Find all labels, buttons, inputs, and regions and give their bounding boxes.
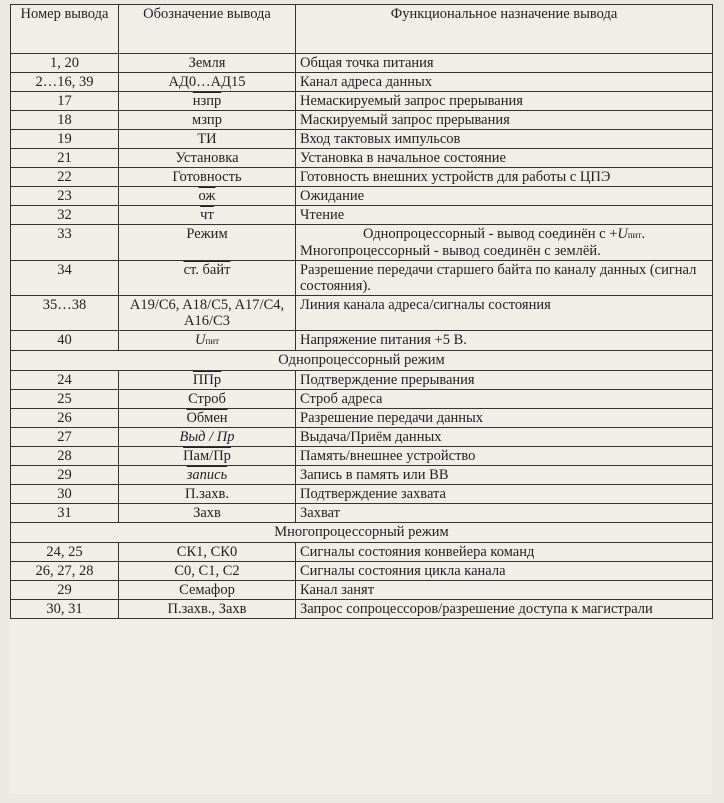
table-row	[11, 562, 713, 581]
table-row	[11, 600, 713, 619]
pin-designation-text: чт	[200, 207, 214, 223]
pin-function: Канал занят	[296, 581, 713, 600]
header-pin-designation: Обозначение вывода	[119, 5, 296, 54]
table-row	[11, 331, 713, 351]
pin-number: 24	[11, 371, 119, 390]
pin-number: 26	[11, 409, 119, 428]
pin-designation-text: запись	[186, 467, 228, 483]
pin-function-line	[300, 226, 708, 243]
pin-function: Маскируемый запрос прерывания	[296, 111, 713, 130]
pin-number: 22	[11, 168, 119, 187]
pin-designation: Земля	[119, 54, 296, 73]
pin-function: Подтверждение захвата	[296, 485, 713, 504]
pin-function: Разрешение передачи старшего байта по каналу данных (сигнал состояния).	[296, 261, 713, 296]
table-row	[11, 206, 713, 225]
pin-designation	[119, 331, 296, 351]
pin-function: Сигналы состояния цикла канала	[296, 562, 713, 581]
pin-designation: A19/C6, A18/C5, A17/C4, A16/C3	[119, 296, 296, 331]
pin-number: 35…38	[11, 296, 119, 331]
table-row	[11, 130, 713, 149]
pin-function: Немаскируемый запрос прерывания	[296, 92, 713, 111]
voltage-subscript: пит	[627, 230, 642, 240]
pin-function: Выдача/Приём данных	[296, 428, 713, 447]
pin-function: Сигналы состояния конвейера команд	[296, 543, 713, 562]
pin-number: 18	[11, 111, 119, 130]
table-row	[11, 225, 713, 261]
pin-function: Общая точка питания	[296, 54, 713, 73]
pin-designation-text: ППр	[192, 372, 222, 388]
pin-table	[10, 4, 713, 619]
pin-function: Запись в память или ВВ	[296, 466, 713, 485]
header-pin-function: Функциональное назначение вывода	[296, 5, 713, 54]
table-row	[11, 261, 713, 296]
pin-number: 32	[11, 206, 119, 225]
pin-designation: ТИ	[119, 130, 296, 149]
table-row	[11, 428, 713, 447]
table-row	[11, 466, 713, 485]
pin-designation: П.захв.	[119, 485, 296, 504]
table-row	[11, 485, 713, 504]
pin-number: 19	[11, 130, 119, 149]
pin-designation: Установка	[119, 149, 296, 168]
pin-number: 34	[11, 261, 119, 296]
pin-number: 29	[11, 466, 119, 485]
table-row	[11, 543, 713, 562]
pin-designation	[119, 92, 296, 111]
pin-designation	[119, 466, 296, 485]
table-row	[11, 409, 713, 428]
pin-function-line: Многопроцессорный - вывод соединён с землёй.	[300, 243, 601, 259]
table-row	[11, 390, 713, 409]
pin-designation: АД0…АД15	[119, 73, 296, 92]
pin-number: 17	[11, 92, 119, 111]
section-row	[11, 351, 713, 371]
pin-number: 30, 31	[11, 600, 119, 619]
pin-designation-text: ож	[198, 188, 216, 204]
pin-designation: Семафор	[119, 581, 296, 600]
table-row	[11, 504, 713, 523]
table-row	[11, 447, 713, 466]
pin-function: Канал адреса данных	[296, 73, 713, 92]
pin-number: 31	[11, 504, 119, 523]
pin-designation: Захв	[119, 504, 296, 523]
pin-designation	[119, 409, 296, 428]
table-row	[11, 168, 713, 187]
pin-number: 23	[11, 187, 119, 206]
pin-function: Напряжение питания +5 В.	[296, 331, 713, 351]
pin-number: 25	[11, 390, 119, 409]
table-row	[11, 111, 713, 130]
pin-function: Память/внешнее устройство	[296, 447, 713, 466]
voltage-subscript: пит	[205, 336, 220, 346]
table-row	[11, 92, 713, 111]
pin-designation-text: Обмен	[186, 410, 228, 426]
header-row	[11, 5, 713, 54]
pin-designation-text: ст. байт	[183, 262, 231, 278]
pin-function: Готовность внешних устройств для работы с ЦПЭ	[296, 168, 713, 187]
pin-designation-text: Пам/Пр	[183, 448, 231, 464]
pin-designation	[119, 187, 296, 206]
pin-designation	[119, 447, 296, 466]
pin-number: 2…16, 39	[11, 73, 119, 92]
pin-function: Установка в начальное состояние	[296, 149, 713, 168]
pin-designation: Режим	[119, 225, 296, 261]
pin-number: 27	[11, 428, 119, 447]
section-title-single: Однопроцессорный режим	[11, 351, 713, 371]
table-row	[11, 187, 713, 206]
header-pin-number: Номер вывода	[11, 5, 119, 54]
section-row	[11, 523, 713, 543]
pin-designation: СК1, СК0	[119, 543, 296, 562]
pin-function: Подтверждение прерывания	[296, 371, 713, 390]
pin-function: Чтение	[296, 206, 713, 225]
pin-function: Запрос сопроцессоров/разрешение доступа к магистрали	[296, 600, 713, 619]
pin-number: 26, 27, 28	[11, 562, 119, 581]
pin-number: 28	[11, 447, 119, 466]
pin-designation: Готовность	[119, 168, 296, 187]
pin-number: 29	[11, 581, 119, 600]
pin-function-text: .	[641, 226, 646, 242]
table-row	[11, 149, 713, 168]
pin-number: 30	[11, 485, 119, 504]
pin-designation: П.захв., Захв	[119, 600, 296, 619]
pin-number: 33	[11, 225, 119, 261]
pin-designation: Строб	[119, 390, 296, 409]
section-title-multi: Многопроцессорный режим	[11, 523, 713, 543]
pin-number: 40	[11, 331, 119, 351]
pin-number: 24, 25	[11, 543, 119, 562]
pin-designation	[119, 206, 296, 225]
pin-function: Ожидание	[296, 187, 713, 206]
document-page	[10, 4, 712, 794]
table-row	[11, 296, 713, 331]
pin-designation: С0, С1, С2	[119, 562, 296, 581]
pin-number: 21	[11, 149, 119, 168]
table-row	[11, 581, 713, 600]
pin-function: Захват	[296, 504, 713, 523]
pin-function: Строб адреса	[296, 390, 713, 409]
pin-number: 1, 20	[11, 54, 119, 73]
table-row	[11, 73, 713, 92]
pin-function: Линия канала адреса/сигналы состояния	[296, 296, 713, 331]
voltage-symbol: U	[617, 226, 628, 242]
pin-designation: мзпр	[119, 111, 296, 130]
voltage-symbol: U	[194, 332, 206, 348]
pin-designation	[119, 371, 296, 390]
pin-designation-text: нзпр	[192, 93, 222, 109]
pin-function	[296, 225, 713, 261]
pin-function: Вход тактовых импульсов	[296, 130, 713, 149]
pin-function-text: Однопроцессорный - вывод соединён с +	[362, 226, 618, 242]
pin-designation	[119, 428, 296, 447]
table-row	[11, 371, 713, 390]
pin-function: Разрешение передачи данных	[296, 409, 713, 428]
table-row	[11, 54, 713, 73]
pin-designation	[119, 261, 296, 296]
pin-designation-text: Выд / Пр	[179, 429, 235, 445]
